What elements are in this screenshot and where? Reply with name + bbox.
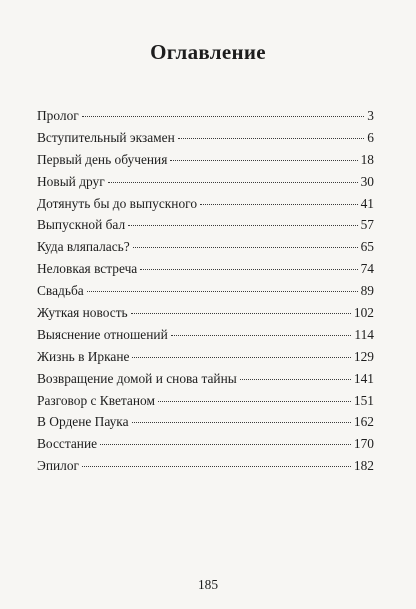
dot-leader	[108, 182, 358, 183]
toc-entry	[37, 239, 374, 261]
page-title: Оглавление	[150, 40, 266, 64]
toc-entry-title: Дотянуть бы до выпускного	[37, 195, 198, 211]
dot-leader	[158, 401, 351, 402]
toc-entry-title: Неловкая встреча	[37, 261, 138, 277]
page-number: 185	[197, 577, 219, 592]
toc-entry	[37, 108, 374, 130]
toc-entry	[37, 393, 374, 415]
toc-entry-title: Пролог	[37, 108, 79, 123]
dot-leader	[87, 291, 358, 292]
toc-entry-page: 162	[353, 414, 374, 430]
toc-entry	[37, 152, 374, 174]
dot-leader	[140, 269, 357, 270]
toc-entry-title: Эпилог	[37, 458, 80, 474]
toc-entry	[37, 196, 374, 218]
toc-entry-page: 129	[353, 348, 374, 364]
toc-entry-title: Вступительный экзамен	[37, 129, 175, 145]
toc-entry-title: В Ордене Паука	[37, 414, 129, 430]
toc-entry-page: 114	[354, 326, 374, 342]
dot-leader	[133, 247, 358, 248]
dot-leader	[128, 225, 357, 226]
toc-entry-title: Выпускной бал	[37, 217, 126, 233]
toc-entry-page: 65	[360, 239, 374, 255]
toc-entry	[37, 261, 374, 283]
dot-leader	[132, 422, 351, 423]
dot-leader	[132, 357, 350, 358]
toc-entry	[37, 349, 374, 371]
toc-entry-page: 102	[353, 305, 374, 321]
toc-entry	[37, 130, 374, 152]
toc-entry-page: 74	[360, 261, 374, 277]
toc-entry	[37, 414, 374, 436]
toc-entry	[37, 217, 374, 239]
toc-entry-title: Свадьба	[37, 283, 84, 299]
toc-entry	[37, 458, 374, 480]
toc-entry-title: Выяснение отношений	[37, 326, 168, 342]
toc-entry-page: 6	[367, 129, 374, 145]
toc-entry-title: Куда вляпалась?	[37, 239, 130, 255]
toc-entry-title: Новый друг	[37, 173, 105, 189]
toc-entry-page: 141	[353, 370, 374, 386]
dot-leader	[171, 335, 352, 336]
dot-leader	[170, 160, 357, 161]
table-of-contents	[37, 108, 374, 480]
dot-leader	[178, 138, 365, 139]
toc-entry-page: 151	[353, 392, 374, 408]
toc-entry	[37, 283, 374, 305]
toc-entry	[37, 305, 374, 327]
toc-entry-page: 41	[360, 195, 374, 211]
toc-entry-page: 89	[360, 283, 374, 299]
toc-entry-page: 57	[360, 217, 374, 233]
toc-entry-title: Разговор с Кветаном	[37, 392, 155, 408]
toc-entry	[37, 371, 374, 393]
toc-entry-title: Восстание	[37, 436, 98, 452]
toc-entry-title: Возвращение домой и снова тайны	[37, 370, 237, 386]
dot-leader	[131, 313, 351, 314]
toc-entry-page: 3	[367, 108, 374, 123]
toc-entry-page: 18	[360, 151, 374, 167]
dot-leader	[82, 466, 351, 467]
dot-leader	[200, 204, 358, 205]
toc-entry-page: 182	[353, 458, 374, 474]
toc-entry	[37, 436, 374, 458]
toc-entry-page: 30	[360, 173, 374, 189]
toc-entry-title: Жуткая новость	[37, 305, 128, 321]
toc-entry	[37, 327, 374, 349]
toc-entry	[37, 174, 374, 196]
toc-entry-page: 170	[353, 436, 374, 452]
dot-leader	[82, 116, 365, 117]
toc-entry-title: Жизнь в Иркане	[37, 348, 130, 364]
dot-leader	[100, 444, 351, 445]
dot-leader	[240, 379, 351, 380]
toc-entry-title: Первый день обучения	[37, 151, 168, 167]
